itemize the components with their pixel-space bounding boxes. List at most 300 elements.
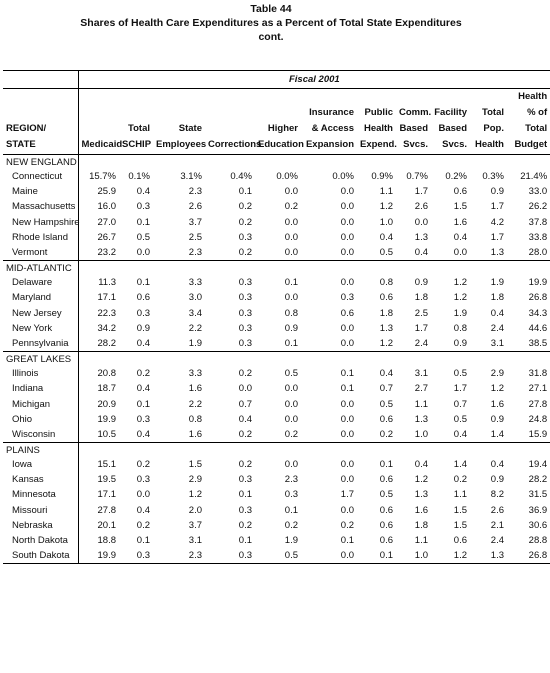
value-cell: 1.8 — [414, 292, 428, 304]
value-cell: 0.2 — [136, 459, 150, 471]
value-cell: 15.1 — [78, 457, 119, 472]
value-cell: 0.4 — [490, 307, 504, 319]
value-cell: 0.0% — [276, 171, 298, 183]
state-name: Wisconsin — [3, 427, 78, 443]
value-cell: 0.4 — [379, 231, 393, 243]
value-cell: 36.9 — [528, 504, 548, 516]
value-cell: 31.5 — [528, 489, 548, 501]
table-row — [3, 472, 550, 487]
column-header: Insurance & Access Expansion — [301, 89, 357, 155]
value-cell: 0.3 — [284, 489, 298, 501]
value-cell: 0.1% — [128, 171, 150, 183]
value-cell: 0.9 — [284, 322, 298, 334]
value-cell: 0.9 — [490, 186, 504, 198]
value-cell: 0.0 — [119, 245, 153, 261]
column-header: Facility Based Svcs. — [431, 89, 470, 155]
value-cell: 20.9 — [78, 396, 119, 411]
column-header: Public Health Expend. — [357, 89, 396, 155]
value-cell: 0.0 — [255, 245, 301, 261]
table-title: Shares of Health Care Expenditures as a Percent of Total State Expenditures — [80, 17, 462, 29]
value-cell: 0.0 — [340, 277, 354, 289]
region-row — [3, 261, 550, 276]
value-cell: 1.4 — [453, 459, 467, 471]
value-cell: 17.1 — [78, 290, 119, 305]
column-header: Total SCHIP — [119, 89, 153, 155]
value-cell: 1.8 — [414, 519, 428, 531]
table-title-block — [0, 0, 542, 44]
value-cell: 0.6 — [379, 504, 393, 516]
value-cell: 0.0 — [284, 231, 298, 243]
state-name: Kansas — [12, 474, 44, 486]
value-cell: 0.0 — [431, 245, 470, 261]
value-cell: 26.8 — [528, 292, 548, 304]
value-cell: 3.4 — [188, 307, 202, 319]
value-cell: 0.2 — [205, 427, 255, 443]
value-cell: 0.2 — [284, 519, 298, 531]
value-cell: 1.9 — [153, 336, 205, 352]
value-cell: 30.6 — [528, 519, 548, 531]
table-row — [3, 290, 550, 305]
value-cell: 19.9 — [528, 277, 548, 289]
value-cell: 0.0 — [340, 398, 354, 410]
column-header: Medicaid — [78, 89, 119, 155]
value-cell: 28.8 — [528, 535, 548, 547]
value-cell: 23.2 — [78, 245, 119, 261]
value-cell: 0.0 — [284, 216, 298, 228]
value-cell: 0.2 — [357, 427, 396, 443]
value-cell: 28.2 — [78, 336, 119, 352]
value-cell: 0.6 — [136, 292, 150, 304]
value-cell: 0.2 — [284, 201, 298, 213]
value-cell: 0.2% — [445, 171, 467, 183]
value-cell: 8.2 — [490, 489, 504, 501]
value-cell: 0.6 — [379, 413, 393, 425]
value-cell: 0.5 — [453, 413, 467, 425]
state-name: New York — [12, 322, 53, 334]
value-cell: 0.2 — [238, 459, 252, 471]
value-cell: 0.0 — [340, 504, 354, 516]
value-cell: 16.0 — [78, 199, 119, 214]
value-cell: 0.5 — [284, 368, 298, 380]
value-cell: 0.8 — [453, 322, 467, 334]
value-cell: 19.5 — [78, 472, 119, 487]
region-name: PLAINS — [3, 443, 78, 458]
expenditures-table — [3, 70, 550, 564]
value-cell: 2.2 — [188, 398, 202, 410]
value-cell: 0.1 — [255, 336, 301, 352]
value-cell: 1.5 — [453, 504, 467, 516]
value-cell: 0.3 — [340, 292, 354, 304]
value-cell: 1.8 — [379, 307, 393, 319]
value-cell: 0.4 — [136, 383, 150, 395]
value-cell: 0.1 — [136, 535, 150, 547]
value-cell: 2.1 — [490, 519, 504, 531]
region-row — [3, 352, 550, 367]
value-cell: 1.0 — [396, 427, 431, 443]
state-name: Nebraska — [12, 519, 53, 531]
fiscal-year-label: Fiscal 2001 — [78, 71, 550, 89]
value-cell: 0.3 — [238, 277, 252, 289]
value-cell: 27.1 — [528, 383, 548, 395]
fiscal-year-row — [3, 71, 550, 89]
value-cell: 1.7 — [414, 322, 428, 334]
value-cell: 20.1 — [78, 518, 119, 533]
value-cell: 2.9 — [490, 368, 504, 380]
value-cell: 0.9 — [490, 413, 504, 425]
value-cell: 0.3 — [238, 504, 252, 516]
value-cell: 3.1% — [180, 171, 202, 183]
value-cell: 0.0 — [284, 413, 298, 425]
state-name: Pennsylvania — [3, 336, 78, 352]
value-cell: 1.3 — [414, 413, 428, 425]
value-cell: 0.7 — [453, 398, 467, 410]
value-cell: 0.0 — [340, 474, 354, 486]
table-row — [3, 230, 550, 245]
value-cell: 0.3 — [136, 474, 150, 486]
value-cell: 3.0 — [188, 292, 202, 304]
value-cell: 0.2 — [136, 519, 150, 531]
value-cell: 1.3 — [379, 322, 393, 334]
value-cell: 0.3 — [136, 307, 150, 319]
value-cell: 0.6 — [340, 307, 354, 319]
value-cell: 0.9 — [431, 336, 470, 352]
state-name: Delaware — [12, 277, 53, 289]
value-cell: 18.8 — [78, 533, 119, 548]
table-row — [3, 487, 550, 502]
value-cell: 2.6 — [414, 201, 428, 213]
value-cell: 1.0 — [396, 548, 431, 564]
state-name: North Dakota — [12, 535, 68, 547]
value-cell: 1.2 — [188, 489, 202, 501]
value-cell: 15.9 — [507, 427, 550, 443]
value-cell: 1.3 — [414, 489, 428, 501]
value-cell: 0.0 — [301, 336, 357, 352]
value-cell: 0.0 — [284, 292, 298, 304]
value-cell: 0.0 — [340, 186, 354, 198]
value-cell: 0.0 — [301, 245, 357, 261]
value-cell: 0.1 — [136, 277, 150, 289]
value-cell: 1.7 — [490, 201, 504, 213]
value-cell: 19.4 — [528, 459, 548, 471]
value-cell: 0.0 — [238, 383, 252, 395]
value-cell: 2.7 — [414, 383, 428, 395]
value-cell: 0.3 — [238, 307, 252, 319]
table-row — [3, 321, 550, 336]
value-cell: 1.2 — [414, 474, 428, 486]
value-cell: 19.9 — [78, 548, 119, 564]
value-cell: 0.9 — [490, 474, 504, 486]
value-cell: 0.2 — [238, 216, 252, 228]
table-number: Table 44 — [250, 3, 292, 15]
table-row — [3, 548, 550, 564]
value-cell: 2.3 — [153, 245, 205, 261]
value-cell: 0.1 — [284, 504, 298, 516]
value-cell: 0.1 — [238, 535, 252, 547]
value-cell: 3.3 — [188, 368, 202, 380]
table-row — [3, 503, 550, 518]
value-cell: 19.9 — [78, 412, 119, 427]
value-cell: 26.2 — [528, 201, 548, 213]
value-cell: 0.3 — [136, 201, 150, 213]
value-cell: 0.6 — [379, 519, 393, 531]
state-name: New Hampshire — [12, 216, 80, 228]
column-header-region-state: REGION/ STATE — [3, 89, 78, 155]
column-header: Total Pop. Health — [470, 89, 507, 155]
value-cell: 33.8 — [528, 231, 548, 243]
state-name: Indiana — [12, 383, 44, 395]
table-row — [3, 215, 550, 230]
value-cell: 0.6 — [453, 186, 467, 198]
value-cell: 1.6 — [453, 216, 467, 228]
value-cell: 11.3 — [78, 275, 119, 290]
value-cell: 0.9% — [371, 171, 393, 183]
value-cell: 0.6 — [379, 474, 393, 486]
value-cell: 26.8 — [507, 548, 550, 564]
value-cell: 0.1 — [340, 368, 354, 380]
value-cell: 28.2 — [528, 474, 548, 486]
region-row — [3, 443, 550, 458]
value-cell: 0.5 — [357, 245, 396, 261]
value-cell: 34.2 — [78, 321, 119, 336]
value-cell: 1.1 — [379, 186, 393, 198]
value-cell: 1.5 — [188, 459, 202, 471]
value-cell: 0.4% — [230, 171, 252, 183]
value-cell: 0.1 — [136, 398, 150, 410]
value-cell: 0.4 — [136, 186, 150, 198]
value-cell: 0.8 — [188, 413, 202, 425]
value-cell: 18.7 — [78, 381, 119, 396]
value-cell: 21.4% — [520, 171, 548, 183]
column-header: Health % of Total Budget — [507, 89, 550, 155]
value-cell: 1.2 — [453, 277, 467, 289]
table-row — [3, 336, 550, 352]
value-cell: 1.0 — [379, 216, 393, 228]
value-cell: 0.4 — [119, 336, 153, 352]
table-row — [3, 245, 550, 261]
value-cell: 0.0 — [340, 322, 354, 334]
value-cell: 2.2 — [188, 322, 202, 334]
value-cell: 0.2 — [238, 519, 252, 531]
value-cell: 0.0 — [284, 398, 298, 410]
value-cell: 22.3 — [78, 306, 119, 321]
value-cell: 2.5 — [188, 231, 202, 243]
value-cell: 0.2 — [340, 519, 354, 531]
value-cell: 0.0 — [301, 427, 357, 443]
value-cell: 1.2 — [379, 201, 393, 213]
value-cell: 0.6 — [453, 535, 467, 547]
value-cell: 0.0 — [340, 216, 354, 228]
value-cell: 2.6 — [490, 504, 504, 516]
value-cell: 0.0 — [340, 231, 354, 243]
value-cell: 1.7 — [453, 383, 467, 395]
value-cell: 2.0 — [188, 504, 202, 516]
value-cell: 2.6 — [188, 201, 202, 213]
value-cell: 0.5 — [379, 398, 393, 410]
state-name: Missouri — [12, 504, 48, 516]
value-cell: 0.3 — [238, 292, 252, 304]
value-cell: 0.4 — [431, 427, 470, 443]
value-cell: 1.1 — [453, 489, 467, 501]
value-cell: 1.6 — [414, 504, 428, 516]
value-cell: 27.8 — [528, 398, 548, 410]
table-row — [3, 412, 550, 427]
value-cell: 0.3 — [238, 474, 252, 486]
value-cell: 0.2 — [453, 474, 467, 486]
value-cell: 1.1 — [414, 398, 428, 410]
value-cell: 0.0 — [284, 186, 298, 198]
value-cell: 37.8 — [528, 216, 548, 228]
value-cell: 33.0 — [528, 186, 548, 198]
value-cell: 0.7 — [238, 398, 252, 410]
value-cell: 0.4 — [136, 504, 150, 516]
value-cell: 0.6 — [379, 535, 393, 547]
value-cell: 2.4 — [396, 336, 431, 352]
table-row — [3, 381, 550, 396]
value-cell: 3.7 — [188, 216, 202, 228]
value-cell: 0.0 — [340, 201, 354, 213]
value-cell: 0.3 — [136, 413, 150, 425]
value-cell: 0.4 — [379, 368, 393, 380]
value-cell: 2.3 — [153, 548, 205, 564]
value-cell: 31.8 — [528, 368, 548, 380]
value-cell: 0.4 — [396, 245, 431, 261]
value-cell: 0.0 — [284, 459, 298, 471]
value-cell: 0.5 — [255, 548, 301, 564]
table-row — [3, 275, 550, 290]
value-cell: 0.7% — [406, 171, 428, 183]
state-name: Ohio — [12, 413, 33, 425]
column-header-row — [3, 89, 550, 155]
value-cell: 1.8 — [490, 292, 504, 304]
value-cell: 34.3 — [528, 307, 548, 319]
value-cell: 0.0 — [301, 548, 357, 564]
value-cell: 0.0% — [332, 171, 354, 183]
value-cell: 0.0 — [284, 383, 298, 395]
value-cell: 0.2 — [205, 245, 255, 261]
value-cell: 0.0 — [340, 459, 354, 471]
column-header: Corrections — [205, 89, 255, 155]
value-cell: 0.2 — [136, 368, 150, 380]
value-cell: 0.5 — [453, 368, 467, 380]
state-name: South Dakota — [3, 548, 78, 564]
table-row — [3, 518, 550, 533]
value-cell: 2.3 — [284, 474, 298, 486]
value-cell: 1.9 — [453, 307, 467, 319]
value-cell: 1.7 — [340, 489, 354, 501]
value-cell: 0.6 — [379, 292, 393, 304]
value-cell: 0.1 — [284, 277, 298, 289]
value-cell: 1.5 — [453, 201, 467, 213]
value-cell: 0.4 — [238, 413, 252, 425]
value-cell: 0.8 — [379, 277, 393, 289]
value-cell: 1.2 — [453, 292, 467, 304]
value-cell: 17.1 — [78, 487, 119, 502]
value-cell: 0.3 — [205, 336, 255, 352]
state-name: Massachusetts — [12, 201, 76, 213]
state-name: Vermont — [3, 245, 78, 261]
state-name: Minnesota — [12, 489, 56, 501]
value-cell: 1.2 — [490, 383, 504, 395]
value-cell: 2.9 — [188, 474, 202, 486]
value-cell: 44.6 — [528, 322, 548, 334]
value-cell: 0.3 — [205, 548, 255, 564]
value-cell: 1.7 — [414, 186, 428, 198]
table-row — [3, 169, 550, 184]
value-cell: 0.0 — [340, 413, 354, 425]
value-cell: 2.4 — [490, 535, 504, 547]
column-header: Higher Education — [255, 89, 301, 155]
value-cell: 0.4 — [453, 231, 467, 243]
state-name: New Jersey — [12, 307, 62, 319]
value-cell: 27.8 — [78, 503, 119, 518]
value-cell: 0.9 — [136, 322, 150, 334]
table-row — [3, 199, 550, 214]
value-cell: 4.2 — [490, 216, 504, 228]
value-cell: 0.5 — [136, 231, 150, 243]
value-cell: 0.0 — [414, 216, 428, 228]
state-name: Maine — [12, 186, 38, 198]
value-cell: 0.2 — [238, 368, 252, 380]
table-row — [3, 427, 550, 443]
value-cell: 1.9 — [490, 277, 504, 289]
value-cell: 0.7 — [379, 383, 393, 395]
state-name: Illinois — [12, 368, 39, 380]
value-cell: 0.1 — [340, 535, 354, 547]
value-cell: 0.1 — [340, 383, 354, 395]
value-cell: 0.3 — [238, 322, 252, 334]
state-name: Maryland — [12, 292, 52, 304]
value-cell: 3.1 — [414, 368, 428, 380]
value-cell: 0.3 — [119, 548, 153, 564]
value-cell: 2.3 — [188, 186, 202, 198]
value-cell: 0.5 — [379, 489, 393, 501]
table-row — [3, 366, 550, 381]
state-name: Connecticut — [12, 171, 63, 183]
table-row — [3, 533, 550, 548]
value-cell: 0.1 — [379, 459, 393, 471]
value-cell: 25.9 — [78, 184, 119, 199]
value-cell: 3.7 — [188, 519, 202, 531]
value-cell: 0.2 — [255, 427, 301, 443]
value-cell: 0.2 — [238, 201, 252, 213]
state-name: Rhode Island — [12, 231, 68, 243]
value-cell: 1.6 — [153, 427, 205, 443]
value-cell: 24.8 — [528, 413, 548, 425]
value-cell: 1.3 — [414, 231, 428, 243]
value-cell: 1.7 — [490, 231, 504, 243]
value-cell: 26.7 — [78, 230, 119, 245]
region-name: GREAT LAKES — [3, 352, 78, 367]
value-cell: 38.5 — [507, 336, 550, 352]
value-cell: 2.4 — [490, 322, 504, 334]
value-cell: 20.8 — [78, 366, 119, 381]
value-cell: 1.3 — [470, 245, 507, 261]
value-cell: 10.5 — [78, 427, 119, 443]
table-row — [3, 457, 550, 472]
value-cell: 0.9 — [414, 277, 428, 289]
value-cell: 1.1 — [414, 535, 428, 547]
value-cell: 3.1 — [470, 336, 507, 352]
value-cell: 1.6 — [490, 398, 504, 410]
value-cell: 0.1 — [136, 216, 150, 228]
value-cell: 1.3 — [470, 548, 507, 564]
value-cell: 1.6 — [188, 383, 202, 395]
value-cell: 1.5 — [453, 519, 467, 531]
table-row — [3, 306, 550, 321]
value-cell: 1.9 — [284, 535, 298, 547]
value-cell: 3.1 — [188, 535, 202, 547]
state-name: Iowa — [12, 459, 33, 471]
